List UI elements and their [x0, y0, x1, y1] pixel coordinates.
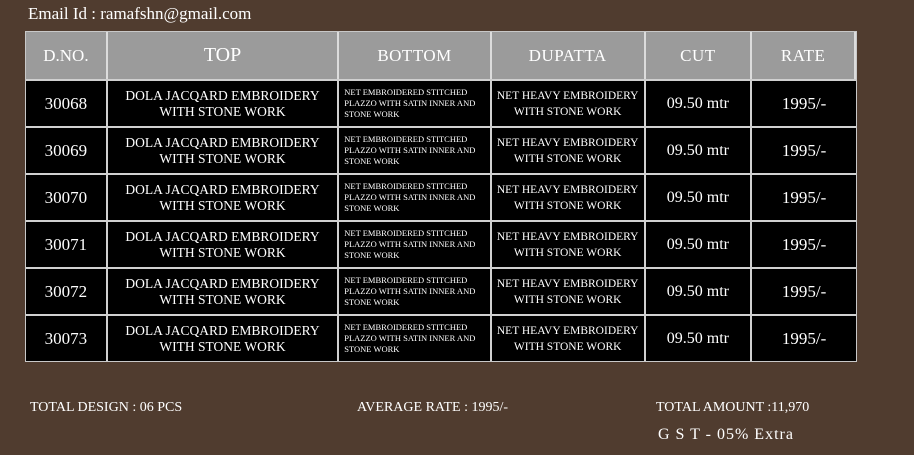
cell-dno: 30071: [26, 222, 108, 267]
cell-dupatta: NET HEAVY EMBROIDERY WITH STONE WORK: [492, 128, 646, 173]
cell-bottom: NET EMBROIDERED STITCHED PLAZZO WITH SATIN INNER AND STONE WORK: [339, 269, 492, 314]
cell-rate: 1995/-: [781, 234, 827, 254]
cell-rate: 1995/-: [781, 328, 827, 348]
cell-cut: 09.50 mtr: [646, 81, 753, 126]
cell-dupatta: NET HEAVY EMBROIDERY WITH STONE WORK: [492, 269, 646, 314]
cell-cut: 09.50 mtr: [646, 175, 753, 220]
cell-dupatta: NET HEAVY EMBROIDERY WITH STONE WORK: [492, 222, 646, 267]
cell-cut: 09.50 mtr: [646, 222, 753, 267]
cell-bottom: NET EMBROIDERED STITCHED PLAZZO WITH SATIN INNER AND STONE WORK: [339, 316, 492, 361]
cell-bottom: NET EMBROIDERED STITCHED PLAZZO WITH SATIN INNER AND STONE WORK: [339, 128, 492, 173]
cell-rate: 1995/-: [781, 93, 827, 113]
cell-cut: 09.50 mtr: [646, 128, 753, 173]
header-top: TOP: [108, 32, 339, 79]
cell-dno: 30068: [26, 81, 108, 126]
cell-dno: 30069: [26, 128, 108, 173]
gst-note: G S T - 05% Extra: [658, 426, 794, 443]
cell-dupatta: NET HEAVY EMBROIDERY WITH STONE WORK: [492, 81, 646, 126]
cell-top: DOLA JACQARD EMBROIDERY WITH STONE WORK: [108, 269, 339, 314]
table-row: [26, 126, 856, 173]
design-rate-table: [25, 31, 857, 362]
cell-rate: 1995/-: [781, 140, 827, 160]
table-row: [26, 267, 856, 314]
cell-top: DOLA JACQARD EMBROIDERY WITH STONE WORK: [108, 316, 339, 361]
average-rate: AVERAGE RATE : 1995/-: [357, 400, 509, 415]
cell-dno: 30070: [26, 175, 108, 220]
header-bottom: BOTTOM: [339, 32, 492, 79]
table-row: [26, 220, 856, 267]
table-row: [26, 173, 856, 220]
cell-dupatta: NET HEAVY EMBROIDERY WITH STONE WORK: [492, 175, 646, 220]
header-dupatta: DUPATTA: [492, 32, 646, 79]
table-row: [26, 314, 856, 361]
cell-top: DOLA JACQARD EMBROIDERY WITH STONE WORK: [108, 128, 339, 173]
cell-rate: 1995/-: [781, 281, 827, 301]
cell-top: DOLA JACQARD EMBROIDERY WITH STONE WORK: [108, 222, 339, 267]
cell-dno: 30073: [26, 316, 108, 361]
cell-bottom: NET EMBROIDERED STITCHED PLAZZO WITH SATIN INNER AND STONE WORK: [339, 175, 492, 220]
cell-bottom: NET EMBROIDERED STITCHED PLAZZO WITH SATIN INNER AND STONE WORK: [339, 222, 492, 267]
header-cut: CUT: [646, 32, 753, 79]
cell-cut: 09.50 mtr: [646, 269, 753, 314]
cell-dupatta: NET HEAVY EMBROIDERY WITH STONE WORK: [492, 316, 646, 361]
cell-dno: 30072: [26, 269, 108, 314]
total-amount: TOTAL AMOUNT :11,970: [656, 400, 810, 415]
cell-bottom: NET EMBROIDERED STITCHED PLAZZO WITH SATIN INNER AND STONE WORK: [339, 81, 492, 126]
table-row: [26, 79, 856, 126]
table-header-row: [26, 32, 856, 79]
cell-cut: 09.50 mtr: [646, 316, 753, 361]
cell-top: DOLA JACQARD EMBROIDERY WITH STONE WORK: [108, 81, 339, 126]
header-dno: D.NO.: [26, 32, 108, 79]
header-rate: RATE: [752, 32, 856, 79]
total-design: TOTAL DESIGN : 06 PCS: [30, 400, 183, 415]
cell-top: DOLA JACQARD EMBROIDERY WITH STONE WORK: [108, 175, 339, 220]
email-contact: Email Id : ramafshn@gmail.com: [28, 4, 252, 23]
cell-rate: 1995/-: [781, 187, 827, 207]
